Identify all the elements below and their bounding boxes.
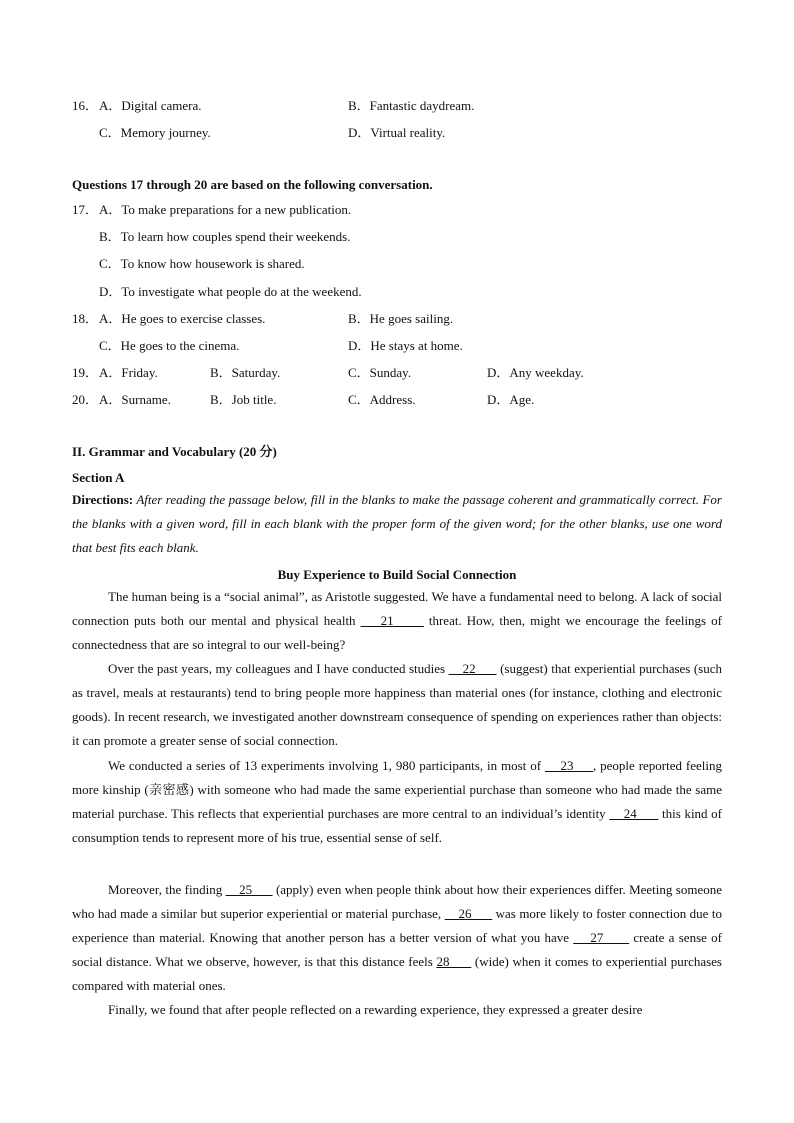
- q17-option-c: C．To know how housework is shared.: [99, 256, 305, 271]
- p2-text-1: Over the past years, my colleagues and I have conducted studies: [108, 661, 449, 676]
- q17-option-b: B．To learn how couples spend their weekends.: [99, 229, 351, 244]
- p1-text-1: The human being is a “social animal”, as Aristotle suggested. We have a fundamental need to belong. A lack of social connection puts both our mental and physical health: [72, 589, 722, 628]
- q20-number: 20．: [72, 392, 99, 407]
- p4-text-3: was more likely to foster connection due to experience than material. Knowing that another person has a better version of what you have: [72, 906, 722, 945]
- blank-22: 22: [448, 661, 497, 676]
- p3-text-3: this kind of consumption tends to represent more of his true, essential sense of self.: [72, 806, 723, 845]
- blank-23: 23: [544, 758, 593, 773]
- q19-option-d: D．Any weekday.: [487, 365, 584, 380]
- q18-option-a: A．He goes to exercise classes.: [99, 311, 266, 326]
- p4-text-4: create a sense of social distance. What we observe, however, is that this distance feels: [72, 930, 723, 969]
- q20-option-d: D．Age.: [487, 392, 535, 407]
- p3-text-1: We conducted a series of 13 experiments involving 1, 980 participants, in most of: [108, 758, 545, 773]
- blank-28: 28: [436, 954, 472, 969]
- q17-number: 17．: [72, 202, 99, 217]
- blank-21: 21: [360, 613, 424, 628]
- q16-option-a: A．Digital camera.: [99, 98, 202, 113]
- q16-number: 16．: [72, 98, 99, 113]
- p5-text-1: Finally, we found that after people reflected on a rewarding experience, they expressed a greater desire: [108, 1002, 643, 1017]
- paragraph-2: [72, 657, 722, 753]
- q17-option-d: D．To investigate what people do at the weekend.: [99, 284, 362, 299]
- directions-text: After reading the passage below, fill in the blanks to make the passage coherent and grammatically correct. For the blanks with a given word, fill in each blank with the proper form of the given word; for the other blanks, use one word that best fits each blank.: [72, 492, 722, 555]
- paragraph-1: [72, 585, 722, 657]
- q20-option-c: C．Address.: [348, 392, 416, 407]
- q18-option-b: B．He goes sailing.: [348, 311, 454, 326]
- directions-label: Directions:: [72, 492, 134, 507]
- q16-option-b: B．Fantastic daydream.: [348, 98, 475, 113]
- q20-option-b: B．Job title.: [210, 392, 277, 407]
- q18-option-d: D．He stays at home.: [348, 338, 463, 353]
- paragraph-3: [72, 754, 722, 850]
- q19-option-c: C．Sunday.: [348, 365, 412, 380]
- blank-24: 24: [609, 806, 659, 821]
- q18-number: 18．: [72, 311, 99, 326]
- q18-option-c: C．He goes to the cinema.: [99, 338, 240, 353]
- blank-27: 27: [573, 930, 630, 945]
- q19-option-b: B．Saturday.: [210, 365, 281, 380]
- p4-text-1: Moreover, the finding: [108, 882, 226, 897]
- section-a-heading: Section A: [72, 470, 125, 485]
- q20-option-a: A．Surname.: [99, 392, 171, 407]
- q16-option-d: D．Virtual reality.: [348, 125, 446, 140]
- section-heading: II. Grammar and Vocabulary (20 分): [72, 444, 277, 459]
- q17-option-a: A．To make preparations for a new publication.: [99, 202, 352, 217]
- q19-option-a: A．Friday.: [99, 365, 158, 380]
- directions: [72, 488, 722, 560]
- paragraph-4: [72, 878, 722, 998]
- p4-text-2: (apply) even when people think about how their experiences differ. Meeting someone who had made a similar but superior experiential or material purchase,: [72, 882, 723, 921]
- q19-number: 19．: [72, 365, 99, 380]
- passage-title: Buy Experience to Build Social Connection: [277, 567, 517, 582]
- q16-option-c: C．Memory journey.: [99, 125, 211, 140]
- p1-text-2: threat. How, then, might we encourage the feelings of connectedness that are so integral to our well-being?: [72, 613, 722, 652]
- p3-text-2: , people reported feeling more kinship (亲密感) with someone who had made the same experiential purchase than someone who had made the same material purchase. This reflects that experiential purchases are more central to an individual’s identity: [72, 758, 722, 821]
- p2-text-2: (suggest) that experiential purchases (such as travel, meals at restaurants) tend to bring people more happiness than material ones (for instance, clothing and electronic goods). In recent research, we investigated another downstream consequence of spending on experiences rather than objects: it can promote a greater sense of social connection.: [72, 661, 723, 748]
- blank-25: 25: [225, 882, 273, 897]
- p4-text-5: (wide) when it comes to experiential purchases compared with material ones.: [72, 954, 722, 993]
- paragraph-5: [72, 998, 722, 1022]
- q17-20-heading: Questions 17 through 20 are based on the following conversation.: [72, 177, 433, 192]
- blank-26: 26: [444, 906, 493, 921]
